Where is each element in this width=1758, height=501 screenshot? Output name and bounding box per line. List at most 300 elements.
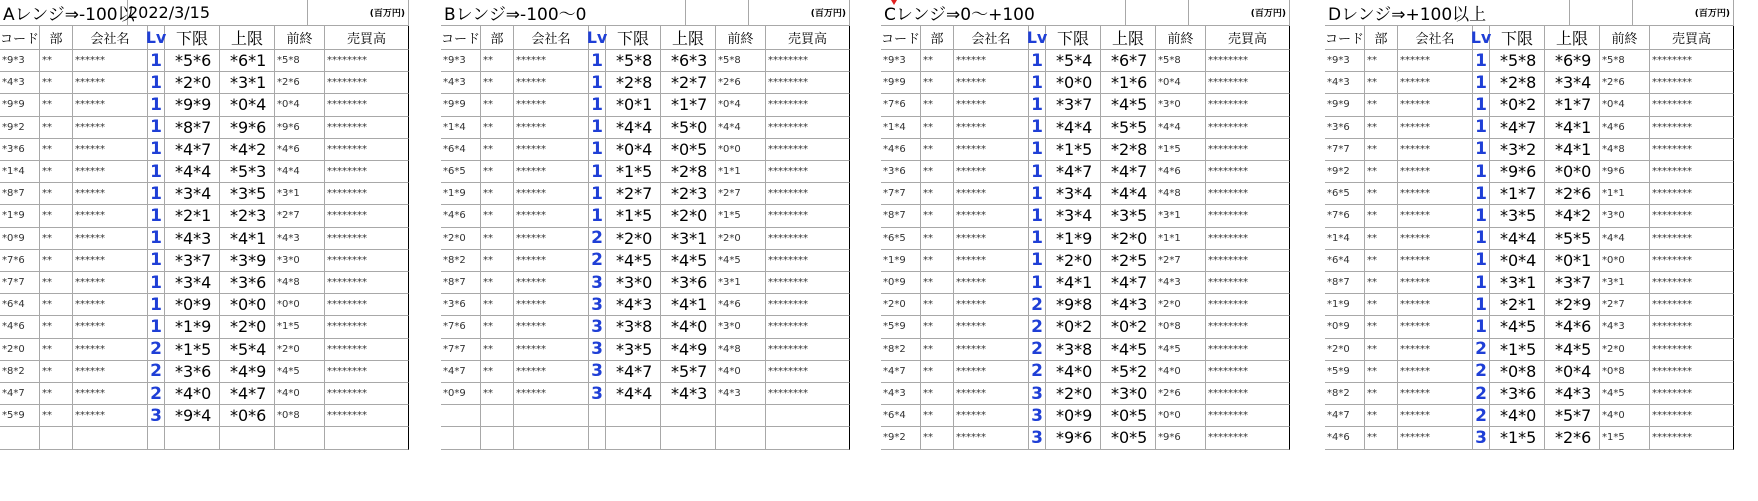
bu-cell[interactable]: ** [921, 361, 954, 383]
volume-cell[interactable]: ******** [766, 272, 850, 294]
bu-cell[interactable]: ** [40, 117, 73, 139]
lv-cell[interactable]: 1 [148, 94, 165, 116]
volume-cell[interactable]: ******** [1206, 94, 1290, 116]
prev-close-cell[interactable]: *9*6 [1156, 427, 1206, 449]
volume-cell[interactable]: ******** [766, 316, 850, 338]
code-cell[interactable]: *9*3 [881, 50, 921, 72]
lower-limit-cell[interactable]: *3*2 [1490, 139, 1545, 161]
code-cell[interactable]: *3*6 [881, 161, 921, 183]
lv-cell[interactable]: 2 [1473, 383, 1490, 405]
bu-cell[interactable]: ** [481, 272, 514, 294]
lower-limit-cell[interactable]: *3*4 [1046, 183, 1101, 205]
lv-cell[interactable]: 1 [1473, 316, 1490, 338]
lower-limit-cell[interactable]: *1*7 [1490, 183, 1545, 205]
header-lv[interactable]: Lv [1473, 26, 1490, 50]
volume-cell[interactable]: ******** [1650, 72, 1734, 94]
empty-cell[interactable] [606, 427, 661, 449]
bu-cell[interactable]: ** [1365, 205, 1398, 227]
code-cell[interactable]: *5*9 [1325, 361, 1365, 383]
volume-cell[interactable]: ******** [325, 161, 409, 183]
lv-cell[interactable]: 2 [148, 361, 165, 383]
volume-cell[interactable]: ******** [1206, 161, 1290, 183]
lower-limit-cell[interactable]: *1*9 [165, 316, 220, 338]
lower-limit-cell[interactable]: *4*0 [1046, 361, 1101, 383]
lv-cell[interactable]: 1 [148, 161, 165, 183]
code-cell[interactable]: *9*9 [881, 72, 921, 94]
lv-cell[interactable]: 2 [589, 228, 606, 250]
report-date[interactable]: 2022/3/15 [128, 0, 308, 26]
bu-cell[interactable]: ** [40, 228, 73, 250]
section-title-d[interactable]: Dレンジ⇒+100以上 [1325, 0, 1570, 26]
volume-cell[interactable]: ******** [766, 228, 850, 250]
volume-cell[interactable]: ******** [1206, 117, 1290, 139]
lv-cell[interactable]: 1 [1473, 94, 1490, 116]
volume-cell[interactable]: ******** [1650, 294, 1734, 316]
code-cell[interactable]: *0*9 [0, 228, 40, 250]
company-name-cell[interactable]: ****** [954, 183, 1029, 205]
upper-limit-cell[interactable]: *2*7 [661, 72, 716, 94]
header-bu[interactable]: 部 [40, 26, 73, 50]
header-upper-limit[interactable]: 上限 [1101, 26, 1156, 50]
volume-cell[interactable]: ******** [1206, 294, 1290, 316]
upper-limit-cell[interactable]: *0*4 [220, 94, 275, 116]
empty-cell[interactable] [165, 427, 220, 449]
volume-cell[interactable]: ******** [1206, 339, 1290, 361]
volume-cell[interactable]: ******** [325, 383, 409, 405]
company-name-cell[interactable]: ****** [514, 117, 589, 139]
lv-cell[interactable]: 1 [1473, 117, 1490, 139]
company-name-cell[interactable]: ****** [954, 161, 1029, 183]
code-cell[interactable]: *1*4 [441, 117, 481, 139]
company-name-cell[interactable]: ****** [73, 272, 148, 294]
volume-cell[interactable]: ******** [325, 272, 409, 294]
upper-limit-cell[interactable]: *2*0 [220, 316, 275, 338]
bu-cell[interactable]: ** [40, 205, 73, 227]
prev-close-cell[interactable]: *0*8 [275, 405, 325, 427]
volume-cell[interactable]: ******** [1650, 316, 1734, 338]
lower-limit-cell[interactable]: *2*0 [1046, 250, 1101, 272]
prev-close-cell[interactable]: *4*5 [716, 250, 766, 272]
unit-label[interactable]: (百万円) [749, 0, 850, 26]
company-name-cell[interactable]: ****** [1398, 250, 1473, 272]
company-name-cell[interactable]: ****** [514, 316, 589, 338]
upper-limit-cell[interactable]: *4*5 [1101, 339, 1156, 361]
code-cell[interactable]: *1*4 [0, 161, 40, 183]
bu-cell[interactable]: ** [1365, 72, 1398, 94]
bu-cell[interactable]: ** [921, 50, 954, 72]
lower-limit-cell[interactable]: *4*3 [165, 228, 220, 250]
lv-cell[interactable]: 3 [1029, 383, 1046, 405]
upper-limit-cell[interactable]: *4*9 [661, 339, 716, 361]
company-name-cell[interactable]: ****** [514, 72, 589, 94]
company-name-cell[interactable]: ****** [954, 205, 1029, 227]
company-name-cell[interactable]: ****** [73, 250, 148, 272]
prev-close-cell[interactable]: *0*4 [1156, 72, 1206, 94]
bu-cell[interactable]: ** [921, 205, 954, 227]
volume-cell[interactable]: ******** [325, 50, 409, 72]
empty-cell[interactable] [606, 405, 661, 427]
upper-limit-cell[interactable]: *4*7 [1101, 272, 1156, 294]
empty-cell[interactable] [481, 427, 514, 449]
lv-cell[interactable]: 1 [589, 205, 606, 227]
volume-cell[interactable]: ******** [766, 72, 850, 94]
lv-cell[interactable]: 2 [1029, 316, 1046, 338]
lower-limit-cell[interactable]: *9*8 [1046, 294, 1101, 316]
bu-cell[interactable]: ** [1365, 427, 1398, 449]
lv-cell[interactable]: 3 [589, 294, 606, 316]
section-title-b[interactable]: Bレンジ⇒-100～0 [441, 0, 686, 26]
upper-limit-cell[interactable]: *3*1 [220, 72, 275, 94]
bu-cell[interactable]: ** [1365, 94, 1398, 116]
header-code[interactable]: コード [441, 26, 481, 50]
header-company-name[interactable]: 会社名 [73, 26, 148, 50]
prev-close-cell[interactable]: *0*0 [716, 139, 766, 161]
prev-close-cell[interactable]: *4*0 [1156, 361, 1206, 383]
code-cell[interactable]: *6*5 [441, 161, 481, 183]
lv-cell[interactable]: 1 [148, 50, 165, 72]
lower-limit-cell[interactable]: *5*8 [1490, 50, 1545, 72]
upper-limit-cell[interactable]: *4*3 [1101, 294, 1156, 316]
company-name-cell[interactable]: ****** [1398, 183, 1473, 205]
prev-close-cell[interactable]: *0*0 [1156, 405, 1206, 427]
upper-limit-cell[interactable]: *2*6 [1545, 427, 1600, 449]
upper-limit-cell[interactable]: *3*6 [661, 272, 716, 294]
company-name-cell[interactable]: ****** [954, 228, 1029, 250]
company-name-cell[interactable]: ****** [1398, 94, 1473, 116]
empty-cell[interactable] [716, 405, 766, 427]
empty-cell[interactable] [661, 405, 716, 427]
blank-cell[interactable] [1570, 0, 1633, 26]
lv-cell[interactable]: 1 [1029, 183, 1046, 205]
lv-cell[interactable]: 2 [1029, 294, 1046, 316]
lv-cell[interactable]: 1 [1029, 94, 1046, 116]
code-cell[interactable]: *9*9 [441, 94, 481, 116]
lv-cell[interactable]: 1 [1029, 161, 1046, 183]
bu-cell[interactable]: ** [921, 250, 954, 272]
lower-limit-cell[interactable]: *5*6 [165, 50, 220, 72]
bu-cell[interactable]: ** [1365, 50, 1398, 72]
bu-cell[interactable]: ** [481, 383, 514, 405]
lv-cell[interactable]: 1 [148, 316, 165, 338]
upper-limit-cell[interactable]: *1*7 [661, 94, 716, 116]
lower-limit-cell[interactable]: *4*4 [606, 383, 661, 405]
volume-cell[interactable]: ******** [1650, 161, 1734, 183]
code-cell[interactable]: *4*6 [881, 139, 921, 161]
code-cell[interactable]: *4*3 [1325, 72, 1365, 94]
volume-cell[interactable]: ******** [325, 139, 409, 161]
empty-cell[interactable] [441, 405, 481, 427]
header-company-name[interactable]: 会社名 [514, 26, 589, 50]
bu-cell[interactable]: ** [481, 94, 514, 116]
upper-limit-cell[interactable]: *3*7 [1545, 272, 1600, 294]
company-name-cell[interactable]: ****** [514, 183, 589, 205]
bu-cell[interactable]: ** [921, 316, 954, 338]
upper-limit-cell[interactable]: *2*3 [220, 205, 275, 227]
bu-cell[interactable]: ** [40, 183, 73, 205]
blank-cell[interactable] [686, 0, 749, 26]
code-cell[interactable]: *8*7 [0, 183, 40, 205]
prev-close-cell[interactable]: *4*3 [1600, 316, 1650, 338]
lower-limit-cell[interactable]: *0*2 [1490, 94, 1545, 116]
volume-cell[interactable]: ******** [1650, 139, 1734, 161]
lv-cell[interactable]: 1 [1029, 228, 1046, 250]
lower-limit-cell[interactable]: *3*6 [165, 361, 220, 383]
lv-cell[interactable]: 1 [148, 272, 165, 294]
volume-cell[interactable]: ******** [1650, 405, 1734, 427]
upper-limit-cell[interactable]: *4*3 [661, 383, 716, 405]
lv-cell[interactable]: 1 [148, 228, 165, 250]
prev-close-cell[interactable]: *1*5 [1600, 427, 1650, 449]
lv-cell[interactable]: 1 [589, 161, 606, 183]
lv-cell[interactable]: 1 [1029, 117, 1046, 139]
header-lv[interactable]: Lv [1029, 26, 1046, 50]
code-cell[interactable]: *9*3 [1325, 50, 1365, 72]
company-name-cell[interactable]: ****** [954, 339, 1029, 361]
code-cell[interactable]: *0*9 [1325, 316, 1365, 338]
lower-limit-cell[interactable]: *0*9 [165, 294, 220, 316]
lower-limit-cell[interactable]: *2*8 [1490, 72, 1545, 94]
company-name-cell[interactable]: ****** [73, 339, 148, 361]
volume-cell[interactable]: ******** [1206, 405, 1290, 427]
upper-limit-cell[interactable]: *4*1 [1545, 139, 1600, 161]
code-cell[interactable]: *1*9 [881, 250, 921, 272]
upper-limit-cell[interactable]: *5*0 [661, 117, 716, 139]
lv-cell[interactable]: 3 [1029, 427, 1046, 449]
upper-limit-cell[interactable]: *5*7 [1545, 405, 1600, 427]
header-upper-limit[interactable]: 上限 [220, 26, 275, 50]
header-lower-limit[interactable]: 下限 [1046, 26, 1101, 50]
upper-limit-cell[interactable]: *1*7 [1545, 94, 1600, 116]
lv-cell[interactable]: 1 [1473, 250, 1490, 272]
volume-cell[interactable]: ******** [1650, 183, 1734, 205]
company-name-cell[interactable]: ****** [73, 161, 148, 183]
prev-close-cell[interactable]: *3*0 [1600, 205, 1650, 227]
bu-cell[interactable]: ** [481, 117, 514, 139]
bu-cell[interactable]: ** [40, 361, 73, 383]
code-cell[interactable]: *4*7 [0, 383, 40, 405]
company-name-cell[interactable]: ****** [954, 250, 1029, 272]
bu-cell[interactable]: ** [1365, 405, 1398, 427]
upper-limit-cell[interactable]: *2*9 [1545, 294, 1600, 316]
lower-limit-cell[interactable]: *3*4 [165, 183, 220, 205]
prev-close-cell[interactable]: *2*6 [275, 72, 325, 94]
bu-cell[interactable]: ** [481, 205, 514, 227]
upper-limit-cell[interactable]: *2*8 [661, 161, 716, 183]
upper-limit-cell[interactable]: *4*6 [1545, 316, 1600, 338]
lv-cell[interactable]: 1 [1473, 294, 1490, 316]
code-cell[interactable]: *1*9 [0, 205, 40, 227]
header-lower-limit[interactable]: 下限 [1490, 26, 1545, 50]
volume-cell[interactable]: ******** [1206, 361, 1290, 383]
bu-cell[interactable]: ** [481, 316, 514, 338]
upper-limit-cell[interactable]: *5*7 [661, 361, 716, 383]
bu-cell[interactable]: ** [921, 383, 954, 405]
lower-limit-cell[interactable]: *2*8 [606, 72, 661, 94]
lower-limit-cell[interactable]: *0*2 [1046, 316, 1101, 338]
prev-close-cell[interactable]: *4*3 [716, 383, 766, 405]
upper-limit-cell[interactable]: *6*7 [1101, 50, 1156, 72]
volume-cell[interactable]: ******** [1650, 228, 1734, 250]
bu-cell[interactable]: ** [1365, 383, 1398, 405]
code-cell[interactable]: *1*9 [1325, 294, 1365, 316]
volume-cell[interactable]: ******** [1206, 250, 1290, 272]
lv-cell[interactable]: 1 [1473, 139, 1490, 161]
lower-limit-cell[interactable]: *2*7 [606, 183, 661, 205]
company-name-cell[interactable]: ****** [73, 183, 148, 205]
volume-cell[interactable]: ******** [1650, 272, 1734, 294]
volume-cell[interactable]: ******** [766, 361, 850, 383]
code-cell[interactable]: *4*3 [441, 72, 481, 94]
company-name-cell[interactable]: ****** [73, 117, 148, 139]
prev-close-cell[interactable]: *9*6 [1600, 161, 1650, 183]
lower-limit-cell[interactable]: *1*5 [165, 339, 220, 361]
company-name-cell[interactable]: ****** [1398, 72, 1473, 94]
volume-cell[interactable]: ******** [766, 294, 850, 316]
company-name-cell[interactable]: ****** [1398, 361, 1473, 383]
header-bu[interactable]: 部 [921, 26, 954, 50]
upper-limit-cell[interactable]: *4*1 [1545, 117, 1600, 139]
bu-cell[interactable]: ** [1365, 183, 1398, 205]
lower-limit-cell[interactable]: *4*4 [165, 161, 220, 183]
code-cell[interactable]: *4*6 [441, 205, 481, 227]
bu-cell[interactable]: ** [1365, 117, 1398, 139]
code-cell[interactable]: *3*6 [0, 139, 40, 161]
lv-cell[interactable]: 3 [1029, 405, 1046, 427]
code-cell[interactable]: *8*7 [441, 272, 481, 294]
upper-limit-cell[interactable]: *0*4 [1545, 361, 1600, 383]
code-cell[interactable]: *7*7 [881, 183, 921, 205]
lower-limit-cell[interactable]: *2*0 [165, 72, 220, 94]
lower-limit-cell[interactable]: *3*8 [606, 316, 661, 338]
header-prev-close[interactable]: 前終 [716, 26, 766, 50]
upper-limit-cell[interactable]: *0*5 [661, 139, 716, 161]
company-name-cell[interactable]: ****** [73, 383, 148, 405]
lv-cell[interactable]: 1 [1473, 228, 1490, 250]
bu-cell[interactable]: ** [481, 228, 514, 250]
code-cell[interactable]: *9*3 [441, 50, 481, 72]
section-title-a[interactable]: Aレンジ⇒-100以 [0, 0, 128, 26]
lower-limit-cell[interactable]: *3*1 [1490, 272, 1545, 294]
upper-limit-cell[interactable]: *4*5 [1101, 94, 1156, 116]
code-cell[interactable]: *7*6 [1325, 205, 1365, 227]
prev-close-cell[interactable]: *3*1 [1600, 272, 1650, 294]
lower-limit-cell[interactable]: *4*7 [1490, 117, 1545, 139]
lv-cell[interactable]: 1 [589, 117, 606, 139]
empty-cell[interactable] [766, 427, 850, 449]
bu-cell[interactable]: ** [481, 361, 514, 383]
lower-limit-cell[interactable]: *4*0 [165, 383, 220, 405]
bu-cell[interactable]: ** [921, 427, 954, 449]
bu-cell[interactable]: ** [481, 72, 514, 94]
header-upper-limit[interactable]: 上限 [1545, 26, 1600, 50]
prev-close-cell[interactable]: *4*8 [275, 272, 325, 294]
header-company-name[interactable]: 会社名 [1398, 26, 1473, 50]
upper-limit-cell[interactable]: *5*3 [220, 161, 275, 183]
code-cell[interactable]: *1*4 [881, 117, 921, 139]
volume-cell[interactable]: ******** [1650, 383, 1734, 405]
lv-cell[interactable]: 3 [589, 316, 606, 338]
volume-cell[interactable]: ******** [766, 205, 850, 227]
upper-limit-cell[interactable]: *0*6 [220, 405, 275, 427]
lv-cell[interactable]: 1 [589, 72, 606, 94]
prev-close-cell[interactable]: *4*6 [1600, 117, 1650, 139]
lv-cell[interactable]: 1 [148, 183, 165, 205]
lower-limit-cell[interactable]: *9*4 [165, 405, 220, 427]
lv-cell[interactable]: 1 [1029, 139, 1046, 161]
lower-limit-cell[interactable]: *2*0 [1046, 383, 1101, 405]
prev-close-cell[interactable]: *0*4 [716, 94, 766, 116]
lower-limit-cell[interactable]: *1*5 [606, 205, 661, 227]
company-name-cell[interactable]: ****** [514, 228, 589, 250]
code-cell[interactable]: *2*0 [881, 294, 921, 316]
empty-cell[interactable] [325, 427, 409, 449]
prev-close-cell[interactable]: *4*8 [716, 339, 766, 361]
company-name-cell[interactable]: ****** [954, 405, 1029, 427]
bu-cell[interactable]: ** [1365, 339, 1398, 361]
lower-limit-cell[interactable]: *3*8 [1046, 339, 1101, 361]
company-name-cell[interactable]: ****** [73, 294, 148, 316]
lower-limit-cell[interactable]: *1*5 [1490, 427, 1545, 449]
code-cell[interactable]: *4*6 [1325, 427, 1365, 449]
volume-cell[interactable]: ******** [1206, 228, 1290, 250]
lv-cell[interactable]: 3 [589, 361, 606, 383]
bu-cell[interactable]: ** [40, 139, 73, 161]
prev-close-cell[interactable]: *5*8 [275, 50, 325, 72]
upper-limit-cell[interactable]: *3*4 [1545, 72, 1600, 94]
upper-limit-cell[interactable]: *5*4 [220, 339, 275, 361]
company-name-cell[interactable]: ****** [954, 94, 1029, 116]
prev-close-cell[interactable]: *4*4 [275, 161, 325, 183]
lower-limit-cell[interactable]: *4*7 [1046, 161, 1101, 183]
empty-cell[interactable] [148, 427, 165, 449]
lv-cell[interactable]: 1 [1473, 72, 1490, 94]
upper-limit-cell[interactable]: *3*0 [1101, 383, 1156, 405]
code-cell[interactable]: *6*4 [881, 405, 921, 427]
upper-limit-cell[interactable]: *5*2 [1101, 361, 1156, 383]
prev-close-cell[interactable]: *1*1 [1600, 183, 1650, 205]
header-company-name[interactable]: 会社名 [954, 26, 1029, 50]
lv-cell[interactable]: 2 [1473, 405, 1490, 427]
code-cell[interactable]: *2*0 [441, 228, 481, 250]
volume-cell[interactable]: ******** [325, 339, 409, 361]
volume-cell[interactable]: ******** [1650, 50, 1734, 72]
lv-cell[interactable]: 1 [1029, 72, 1046, 94]
bu-cell[interactable]: ** [1365, 139, 1398, 161]
empty-cell[interactable] [514, 427, 589, 449]
upper-limit-cell[interactable]: *9*6 [220, 117, 275, 139]
company-name-cell[interactable]: ****** [1398, 205, 1473, 227]
prev-close-cell[interactable]: *0*0 [1600, 250, 1650, 272]
upper-limit-cell[interactable]: *2*3 [661, 183, 716, 205]
volume-cell[interactable]: ******** [325, 361, 409, 383]
volume-cell[interactable]: ******** [325, 250, 409, 272]
prev-close-cell[interactable]: *0*4 [275, 94, 325, 116]
lv-cell[interactable]: 2 [148, 339, 165, 361]
code-cell[interactable]: *7*7 [0, 272, 40, 294]
upper-limit-cell[interactable]: *0*0 [220, 294, 275, 316]
lv-cell[interactable]: 1 [1029, 272, 1046, 294]
bu-cell[interactable]: ** [40, 272, 73, 294]
empty-cell[interactable] [589, 405, 606, 427]
bu-cell[interactable]: ** [481, 339, 514, 361]
lower-limit-cell[interactable]: *0*8 [1490, 361, 1545, 383]
header-lower-limit[interactable]: 下限 [606, 26, 661, 50]
volume-cell[interactable]: ******** [1650, 94, 1734, 116]
volume-cell[interactable]: ******** [1650, 361, 1734, 383]
prev-close-cell[interactable]: *4*8 [1600, 139, 1650, 161]
lv-cell[interactable]: 3 [589, 383, 606, 405]
code-cell[interactable]: *6*4 [1325, 250, 1365, 272]
